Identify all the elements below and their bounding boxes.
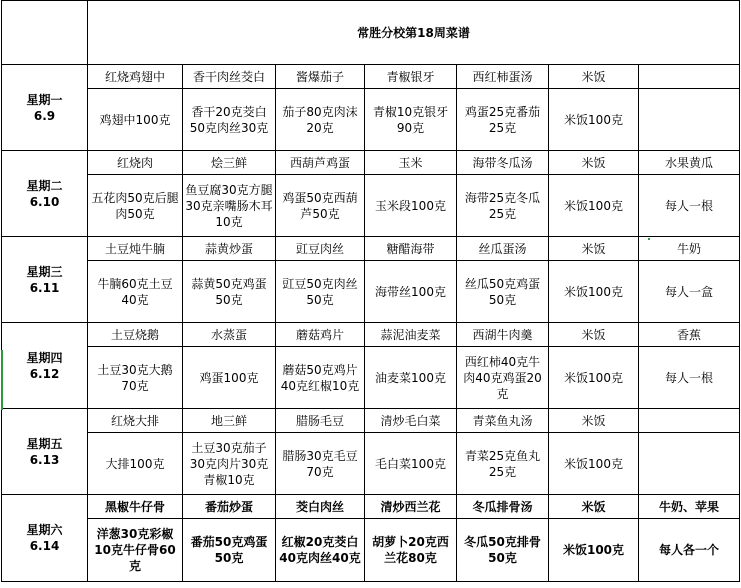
dish-detail: 米饭100克: [549, 175, 639, 237]
day-name: 星期二: [26, 178, 63, 193]
dish-name: 丝瓜蛋汤: [457, 237, 549, 261]
dish-name: 西红柿蛋汤: [457, 65, 549, 89]
dish-row: [2, 237, 740, 261]
detail-row: [2, 261, 740, 323]
dish-row: [2, 65, 740, 89]
dish-name: 西葫芦鸡蛋: [276, 151, 365, 175]
dish-name: 海带冬瓜汤: [457, 151, 549, 175]
day-name: 星期四: [26, 350, 63, 365]
dish-detail: [639, 89, 740, 151]
dish-detail: 五花肉50克后腿肉50克: [88, 175, 183, 237]
menu-table: [1, 0, 740, 582]
dish-name: 番茄炒蛋: [183, 495, 276, 519]
row-marker: [1, 350, 3, 410]
dish-detail: 鸡翅中100克: [88, 89, 183, 151]
dish-name: 米饭: [549, 495, 639, 519]
dish-detail: 香干20克茭白50克肉丝30克: [183, 89, 276, 151]
detail-row: [2, 519, 740, 582]
dish-detail: 每人各一个: [639, 519, 740, 582]
dish-detail: 鸡蛋100克: [183, 347, 276, 409]
dish-name: 腊肠毛豆: [276, 409, 365, 433]
dish-name: 清炒西兰花: [365, 495, 457, 519]
dish-detail: 米饭100克: [549, 261, 639, 323]
dish-detail: 青菜25克鱼丸25克: [457, 433, 549, 495]
dish-name: 土豆烧鹅: [88, 323, 183, 347]
dish-detail: 每人一根: [639, 175, 740, 237]
dish-detail: 海带25克冬瓜25克: [457, 175, 549, 237]
dish-detail: 鸡蛋50克西葫芦50克: [276, 175, 365, 237]
dish-detail: 每人一盒: [639, 261, 740, 323]
dish-name: 米饭: [549, 65, 639, 89]
dish-name: 玉米: [365, 151, 457, 175]
day-label: [2, 323, 88, 409]
dish-detail: 油麦菜100克: [365, 347, 457, 409]
day-date: 6.13: [29, 452, 60, 467]
dish-name: 烩三鲜: [183, 151, 276, 175]
day-date: 6.14: [29, 539, 60, 553]
dish-name: 黑椒牛仔骨: [88, 495, 183, 519]
dish-name: 红烧肉: [88, 151, 183, 175]
dish-name: 红烧大排: [88, 409, 183, 433]
cell-marker: [648, 238, 650, 240]
day-name: 星期三: [26, 264, 63, 279]
detail-row: [2, 347, 740, 409]
dish-detail: 番茄50克鸡蛋50克: [183, 519, 276, 582]
dish-row: [2, 495, 740, 519]
day-label: [2, 65, 88, 151]
dish-detail: 米饭100克: [549, 433, 639, 495]
dish-detail: 洋葱30克彩椒10克牛仔骨60克: [88, 519, 183, 582]
dish-name: 米饭: [549, 323, 639, 347]
dish-row: [2, 323, 740, 347]
dish-name: 清炒毛白菜: [365, 409, 457, 433]
dish-detail: 丝瓜50克鸡蛋50克: [457, 261, 549, 323]
dish-name: [639, 409, 740, 433]
dish-name: 米饭: [549, 409, 639, 433]
day-date: 6.11: [29, 280, 60, 295]
dish-detail: 腊肠30克毛豆70克: [276, 433, 365, 495]
dish-name: 糖醋海带: [365, 237, 457, 261]
dish-detail: 鱼豆腐30克方腿30克亲嘴肠木耳10克: [183, 175, 276, 237]
menu-body: [2, 65, 740, 582]
dish-detail: 茄子80克肉沫20克: [276, 89, 365, 151]
dish-name: 红烧鸡翅中: [88, 65, 183, 89]
dish-name: 米饭: [549, 237, 639, 261]
detail-row: [2, 175, 740, 237]
dish-detail: 每人一根: [639, 347, 740, 409]
dish-detail: 豇豆50克肉丝50克: [276, 261, 365, 323]
dish-name: 蒜泥油麦菜: [365, 323, 457, 347]
dish-detail: 冬瓜50克排骨50克: [457, 519, 549, 582]
dish-detail: 大排100克: [88, 433, 183, 495]
day-name: 星期六: [26, 523, 63, 537]
detail-row: [2, 89, 740, 151]
day-name: 星期五: [26, 436, 63, 451]
dish-name: 蒜黄炒蛋: [183, 237, 276, 261]
dish-detail: 米饭100克: [549, 89, 639, 151]
dish-detail: 米饭100克: [549, 347, 639, 409]
page-title: 常胜分校第18周菜谱: [88, 1, 740, 65]
corner-cell: [2, 1, 88, 65]
dish-name: 西湖牛肉羹: [457, 323, 549, 347]
day-label: [2, 237, 88, 323]
day-date: 6.12: [29, 366, 60, 381]
dish-detail: 毛白菜100克: [365, 433, 457, 495]
day-label: [2, 495, 88, 582]
dish-detail: 土豆30克大鹅70克: [88, 347, 183, 409]
dish-name: 豇豆肉丝: [276, 237, 365, 261]
dish-name: 牛奶、苹果: [639, 495, 740, 519]
dish-detail: 西红柿40克牛肉40克鸡蛋20克: [457, 347, 549, 409]
detail-row: [2, 433, 740, 495]
dish-name: 青菜鱼丸汤: [457, 409, 549, 433]
dish-detail: 蒜黄50克鸡蛋50克: [183, 261, 276, 323]
dish-name: 水蒸蛋: [183, 323, 276, 347]
dish-detail: 土豆30克茄子30克肉片30克青椒10克: [183, 433, 276, 495]
dish-row: [2, 409, 740, 433]
day-date: 6.9: [33, 108, 56, 123]
dish-name: 冬瓜排骨汤: [457, 495, 549, 519]
dish-detail: 红椒20克茭白40克肉丝40克: [276, 519, 365, 582]
dish-detail: [639, 433, 740, 495]
dish-name: 茭白肉丝: [276, 495, 365, 519]
dish-name: 酱爆茄子: [276, 65, 365, 89]
dish-name: 米饭: [549, 151, 639, 175]
dish-detail: 牛腩60克土豆40克: [88, 261, 183, 323]
day-date: 6.10: [29, 194, 60, 209]
dish-name: 水果黄瓜: [639, 151, 740, 175]
dish-name: 香干肉丝茭白: [183, 65, 276, 89]
dish-detail: 玉米段100克: [365, 175, 457, 237]
dish-name: [639, 65, 740, 89]
dish-detail: 米饭100克: [549, 519, 639, 582]
dish-row: [2, 151, 740, 175]
dish-name: 土豆炖牛腩: [88, 237, 183, 261]
dish-detail: 蘑菇50克鸡片40克红椒10克: [276, 347, 365, 409]
dish-detail: 鸡蛋25克番茄25克: [457, 89, 549, 151]
dish-detail: 胡萝卜20克西兰花80克: [365, 519, 457, 582]
day-label: [2, 409, 88, 495]
dish-name: 香蕉: [639, 323, 740, 347]
dish-name: 地三鲜: [183, 409, 276, 433]
dish-name: 青椒银牙: [365, 65, 457, 89]
dish-name: 牛奶: [639, 237, 740, 261]
day-name: 星期一: [26, 92, 63, 107]
dish-detail: 海带丝100克: [365, 261, 457, 323]
dish-name: 蘑菇鸡片: [276, 323, 365, 347]
day-label: [2, 151, 88, 237]
dish-detail: 青椒10克银牙90克: [365, 89, 457, 151]
